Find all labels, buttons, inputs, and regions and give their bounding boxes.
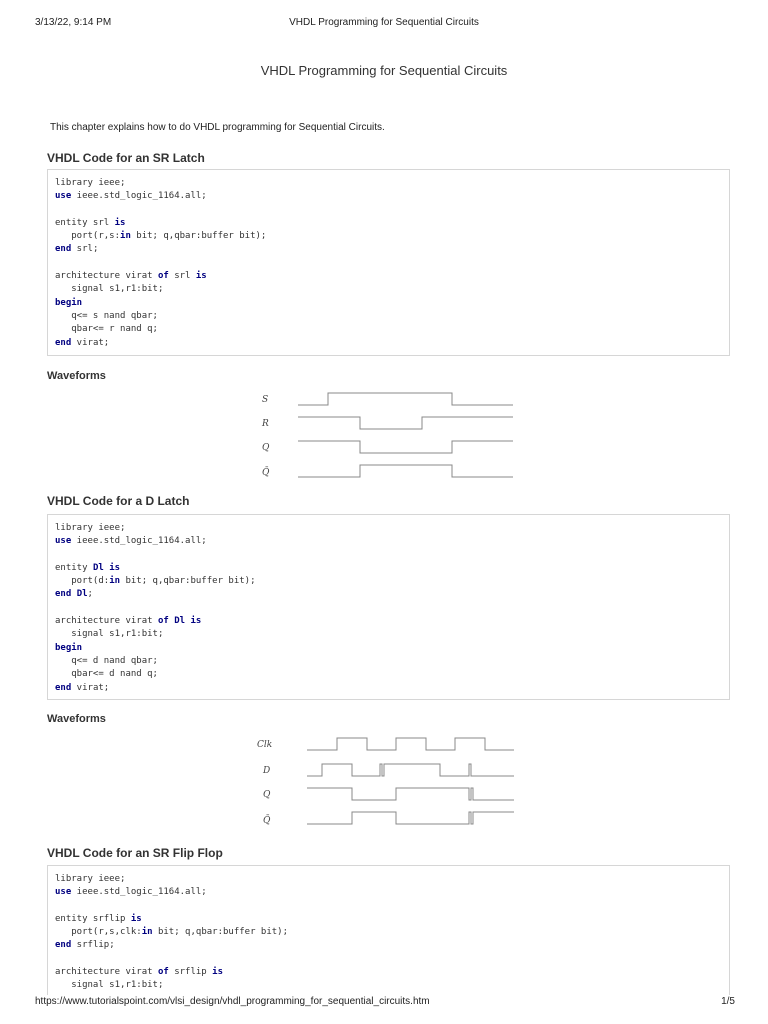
code-line xyxy=(55,217,722,230)
code-text: port(d: xyxy=(55,576,110,587)
code-line xyxy=(55,310,722,323)
waveform-trace-q xyxy=(298,441,513,453)
code-text: library ieee; xyxy=(55,874,126,884)
code-line xyxy=(55,615,722,628)
sr-flip-flop-code-block xyxy=(47,865,730,995)
print-header xyxy=(0,17,768,31)
code-text: port(r,s,clk: xyxy=(55,927,142,938)
code-keyword: Dl xyxy=(76,589,88,600)
code-keyword: Dl xyxy=(92,562,104,573)
code-line xyxy=(55,628,722,641)
code-keyword: begin xyxy=(55,642,83,653)
waveform-trace-r xyxy=(298,417,513,429)
sr-latch-waveform-diagram xyxy=(250,386,530,486)
sr-latch-heading: VHDL Code for an SR Latch xyxy=(47,151,205,165)
code-line xyxy=(55,668,722,681)
code-line xyxy=(55,682,722,695)
code-line xyxy=(55,337,722,350)
code-keyword: of xyxy=(157,616,169,627)
sr-flip-flop-heading: VHDL Code for an SR Flip Flop xyxy=(47,846,223,860)
code-text: bit; q,qbar:buffer bit); xyxy=(130,231,267,242)
waveform-trace-s xyxy=(298,393,513,405)
code-text: architecture virat xyxy=(55,967,158,978)
code-line xyxy=(55,979,722,992)
code-text: virat; xyxy=(71,682,110,693)
code-line xyxy=(55,655,722,668)
code-line xyxy=(55,642,722,655)
code-keyword: Dl xyxy=(174,616,186,627)
d-latch-heading: VHDL Code for a D Latch xyxy=(47,494,190,508)
code-text: srl xyxy=(168,271,196,282)
code-keyword: end xyxy=(55,337,72,348)
code-line xyxy=(55,966,722,979)
code-line xyxy=(55,873,722,886)
code-keyword: end xyxy=(55,682,72,693)
code-line xyxy=(55,913,722,926)
code-line xyxy=(55,549,722,562)
code-text: entity srl xyxy=(55,217,115,228)
code-line xyxy=(55,926,722,939)
code-text: ieee.std_logic_1164.all; xyxy=(71,536,207,547)
d-latch-waveform-diagram xyxy=(250,730,530,830)
code-line xyxy=(55,535,722,548)
code-line xyxy=(55,243,722,256)
waveform-label-clk: Clk xyxy=(257,740,273,750)
code-text: qbar<= d nand q; xyxy=(55,669,158,680)
code-keyword: is xyxy=(190,616,202,627)
code-text: ; xyxy=(87,589,93,600)
code-line xyxy=(55,886,722,899)
intro-paragraph: This chapter explains how to do VHDL programming for Sequential Circuits. xyxy=(50,122,385,133)
code-keyword: in xyxy=(109,576,121,587)
code-text: architecture virat xyxy=(55,616,158,627)
code-text: bit; q,qbar:buffer bit); xyxy=(152,927,289,938)
code-line xyxy=(55,230,722,243)
d-latch-waveforms-heading: Waveforms xyxy=(47,713,106,725)
waveform-label-s: S xyxy=(262,395,269,405)
code-line xyxy=(55,602,722,615)
code-line xyxy=(55,588,722,601)
code-line xyxy=(55,270,722,283)
code-line xyxy=(55,297,722,310)
waveform-label-q: Q xyxy=(263,790,271,800)
code-keyword: end xyxy=(55,940,72,951)
code-text: library ieee; xyxy=(55,178,126,188)
code-text: ieee.std_logic_1164.all; xyxy=(71,887,207,898)
print-url: https://www.tutorialspoint.com/vlsi_design/vhdl_programming_for_sequential_circuits.htm xyxy=(35,996,430,1007)
code-keyword: in xyxy=(120,231,131,242)
sr-latch-waveforms-heading: Waveforms xyxy=(47,370,106,382)
code-keyword: is xyxy=(212,967,223,978)
code-line xyxy=(55,283,722,296)
code-text: bit; q,qbar:buffer bit); xyxy=(120,576,256,587)
code-text: srflip xyxy=(168,967,213,978)
code-text: q<= s nand qbar; xyxy=(55,310,158,321)
print-page-number: 1/5 xyxy=(721,996,735,1007)
code-text: qbar<= r nand q; xyxy=(55,324,158,335)
code-line xyxy=(55,562,722,575)
code-keyword: is xyxy=(114,217,126,228)
waveform-label-qbar: Q̄ xyxy=(263,816,271,826)
code-text: signal s1,r1:bit; xyxy=(55,980,164,991)
code-text: signal s1,r1:bit; xyxy=(55,284,164,295)
code-line xyxy=(55,900,722,913)
code-text: signal s1,r1:bit; xyxy=(55,629,164,640)
waveform-label-r: R xyxy=(262,419,269,429)
code-line xyxy=(55,323,722,336)
code-text: entity srflip xyxy=(55,913,131,924)
waveform-trace-clk xyxy=(307,738,514,750)
d-latch-code-block xyxy=(47,514,730,700)
code-keyword: in xyxy=(141,927,153,938)
code-keyword: end xyxy=(55,589,72,600)
waveform-trace-qbar xyxy=(307,812,514,824)
code-text: library ieee; xyxy=(55,523,126,533)
code-keyword: begin xyxy=(55,297,83,308)
code-line xyxy=(55,204,722,217)
code-line xyxy=(55,190,722,203)
code-line xyxy=(55,953,722,966)
page-title: VHDL Programming for Sequential Circuits xyxy=(260,63,508,78)
code-keyword: is xyxy=(130,913,142,924)
waveform-label-d: D xyxy=(263,766,271,776)
waveform-label-qbar: Q̄ xyxy=(262,468,270,478)
code-keyword: use xyxy=(55,887,72,898)
code-text: srl; xyxy=(71,244,99,255)
code-text: q<= d nand qbar; xyxy=(55,655,158,666)
print-datetime: 3/13/22, 9:14 PM xyxy=(35,17,112,28)
code-keyword: end xyxy=(55,244,72,255)
waveform-label-q: Q xyxy=(262,443,270,453)
code-line xyxy=(55,522,722,535)
code-keyword: use xyxy=(55,191,72,202)
code-keyword: of xyxy=(157,271,169,282)
code-line xyxy=(55,177,722,190)
code-line xyxy=(55,575,722,588)
code-text: entity xyxy=(55,562,93,573)
waveform-trace-d xyxy=(307,764,514,776)
print-footer xyxy=(0,996,768,1010)
print-doc-title: VHDL Programming for Sequential Circuits xyxy=(289,17,479,28)
code-line xyxy=(55,257,722,270)
waveform-trace-qbar xyxy=(298,465,513,477)
sr-latch-code-block xyxy=(47,169,730,356)
code-text: architecture virat xyxy=(55,271,158,282)
code-text: port(r,s: xyxy=(55,231,121,242)
code-keyword: is xyxy=(109,562,121,573)
code-text: ieee.std_logic_1164.all; xyxy=(71,191,207,202)
code-keyword: use xyxy=(55,536,72,547)
code-line xyxy=(55,939,722,952)
code-text: virat; xyxy=(71,337,110,348)
code-keyword: of xyxy=(157,967,169,978)
code-text: srflip; xyxy=(71,940,115,951)
code-keyword: is xyxy=(195,271,207,282)
waveform-trace-q xyxy=(307,788,514,800)
